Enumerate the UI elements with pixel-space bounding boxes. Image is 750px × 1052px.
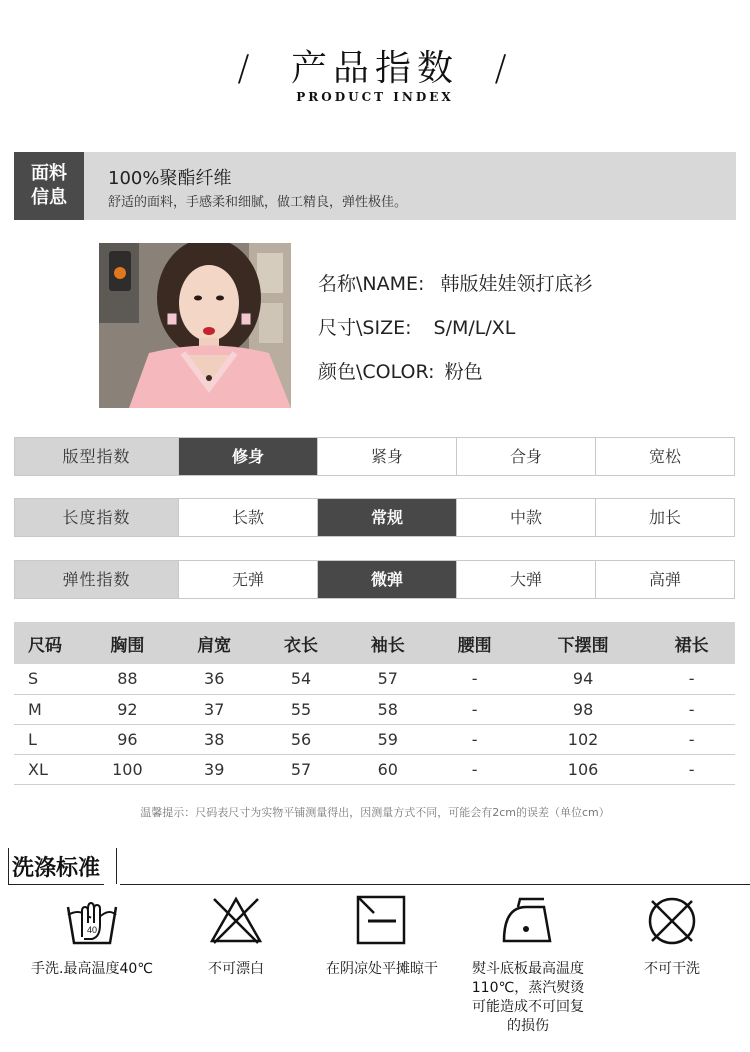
fabric-material: 100%聚酯纤维 xyxy=(108,168,232,189)
index-option: 大弹 xyxy=(456,561,595,598)
table-cell: - xyxy=(431,694,518,724)
col-header: 胸围 xyxy=(84,622,171,664)
index-option: 合身 xyxy=(456,438,595,475)
fabric-label xyxy=(14,152,84,220)
table-cell: 57 xyxy=(344,664,431,694)
size-table-header xyxy=(14,622,735,664)
index-option: 长款 xyxy=(178,499,317,536)
table-cell: - xyxy=(648,754,735,784)
index-option: 紧身 xyxy=(317,438,456,475)
wash-caption: 手洗.最高温度40℃ xyxy=(31,961,153,977)
product-name-row xyxy=(318,268,592,312)
no-dry-clean-icon xyxy=(644,893,700,949)
measurement-note: 温馨提示：尺码表尺寸为实物平铺测量得出，因测量方式不同，可能会有2cm的误差（单位cm） xyxy=(140,806,610,819)
table-cell: XL xyxy=(14,754,84,784)
table-cell: - xyxy=(431,664,518,694)
table-cell: 106 xyxy=(518,754,648,784)
col-header: 裙长 xyxy=(648,622,735,664)
wash-caption: 在阴凉处平摊晾干 xyxy=(326,961,438,977)
page-subtitle: PRODUCT INDEX xyxy=(296,90,454,104)
index-option-selected: 修身 xyxy=(178,438,317,475)
table-cell: 39 xyxy=(171,754,258,784)
no-bleach-icon xyxy=(208,893,264,949)
col-header: 腰围 xyxy=(431,622,518,664)
color-value: 粉色 xyxy=(444,361,483,383)
col-header: 衣长 xyxy=(258,622,345,664)
index-option: 中款 xyxy=(456,499,595,536)
table-cell: 94 xyxy=(518,664,648,694)
wash-caption: 熨斗底板最高温度110℃，蒸汽熨烫可能造成不可回复的损伤 xyxy=(471,961,585,1034)
title-slash-right: / xyxy=(494,48,513,89)
iron-icon xyxy=(498,893,554,949)
col-header: 袖长 xyxy=(344,622,431,664)
fabric-label-line1: 面料 xyxy=(31,163,67,184)
index-option: 高弹 xyxy=(595,561,734,598)
table-cell: 57 xyxy=(258,754,345,784)
page-header xyxy=(0,40,750,110)
fit-index-row xyxy=(14,437,735,476)
table-row xyxy=(14,754,735,784)
table-cell: 59 xyxy=(344,724,431,754)
table-cell: 55 xyxy=(258,694,345,724)
index-option: 无弹 xyxy=(178,561,317,598)
index-option-selected: 微弹 xyxy=(317,561,456,598)
name-key: 名称\NAME: xyxy=(318,273,425,295)
product-color-row xyxy=(318,356,592,400)
table-cell: 100 xyxy=(84,754,171,784)
table-cell: 58 xyxy=(344,694,431,724)
table-cell: - xyxy=(648,724,735,754)
product-photo xyxy=(99,243,291,408)
index-option: 加长 xyxy=(595,499,734,536)
table-cell: 60 xyxy=(344,754,431,784)
table-cell: 88 xyxy=(84,664,171,694)
table-row xyxy=(14,664,735,694)
table-cell: L xyxy=(14,724,84,754)
table-cell: 92 xyxy=(84,694,171,724)
table-row xyxy=(14,724,735,754)
fabric-info-band xyxy=(14,152,736,220)
table-cell: 98 xyxy=(518,694,648,724)
page-title xyxy=(0,40,750,91)
col-header: 下摆围 xyxy=(518,622,648,664)
wash-caption: 不可漂白 xyxy=(208,961,264,977)
wash-divider xyxy=(120,884,750,885)
wash-caption: 不可干洗 xyxy=(644,961,700,977)
table-cell: M xyxy=(14,694,84,724)
name-value: 韩版娃娃领打底衫 xyxy=(440,273,593,295)
stretch-index-row xyxy=(14,560,735,599)
fabric-label-line2: 信息 xyxy=(31,187,67,208)
table-cell: 54 xyxy=(258,664,345,694)
dry-flat-shade-icon xyxy=(354,893,410,949)
product-info xyxy=(318,268,592,400)
hand-wash-icon xyxy=(64,893,120,949)
color-key: 颜色\COLOR: xyxy=(318,361,435,383)
table-cell: 37 xyxy=(171,694,258,724)
size-table xyxy=(14,622,735,785)
table-cell: 102 xyxy=(518,724,648,754)
col-header: 肩宽 xyxy=(171,622,258,664)
index-label: 长度指数 xyxy=(15,499,178,536)
title-slash-left: / xyxy=(237,48,256,89)
table-cell: 96 xyxy=(84,724,171,754)
wash-title-border-right xyxy=(116,848,117,884)
index-option: 宽松 xyxy=(595,438,734,475)
table-cell: - xyxy=(431,724,518,754)
wash-title: 洗涤标准 xyxy=(8,849,104,885)
table-cell: 56 xyxy=(258,724,345,754)
length-index-row xyxy=(14,498,735,537)
fabric-description: 舒适的面料，手感柔和细腻，做工精良，弹性极佳。 xyxy=(108,195,408,210)
table-cell: S xyxy=(14,664,84,694)
size-key: 尺寸\SIZE: xyxy=(318,317,412,339)
title-text: 产品指数 xyxy=(290,48,459,89)
table-row xyxy=(14,694,735,724)
hand-wash-temp: 40 xyxy=(86,925,98,935)
table-cell: - xyxy=(648,664,735,694)
index-label: 版型指数 xyxy=(15,438,178,475)
index-option-selected: 常规 xyxy=(317,499,456,536)
table-cell: 36 xyxy=(171,664,258,694)
table-cell: - xyxy=(431,754,518,784)
col-header: 尺码 xyxy=(14,622,84,664)
index-label: 弹性指数 xyxy=(15,561,178,598)
table-cell: 38 xyxy=(171,724,258,754)
table-cell: - xyxy=(648,694,735,724)
size-value: S/M/L/XL xyxy=(433,317,516,339)
product-size-row xyxy=(318,312,592,356)
